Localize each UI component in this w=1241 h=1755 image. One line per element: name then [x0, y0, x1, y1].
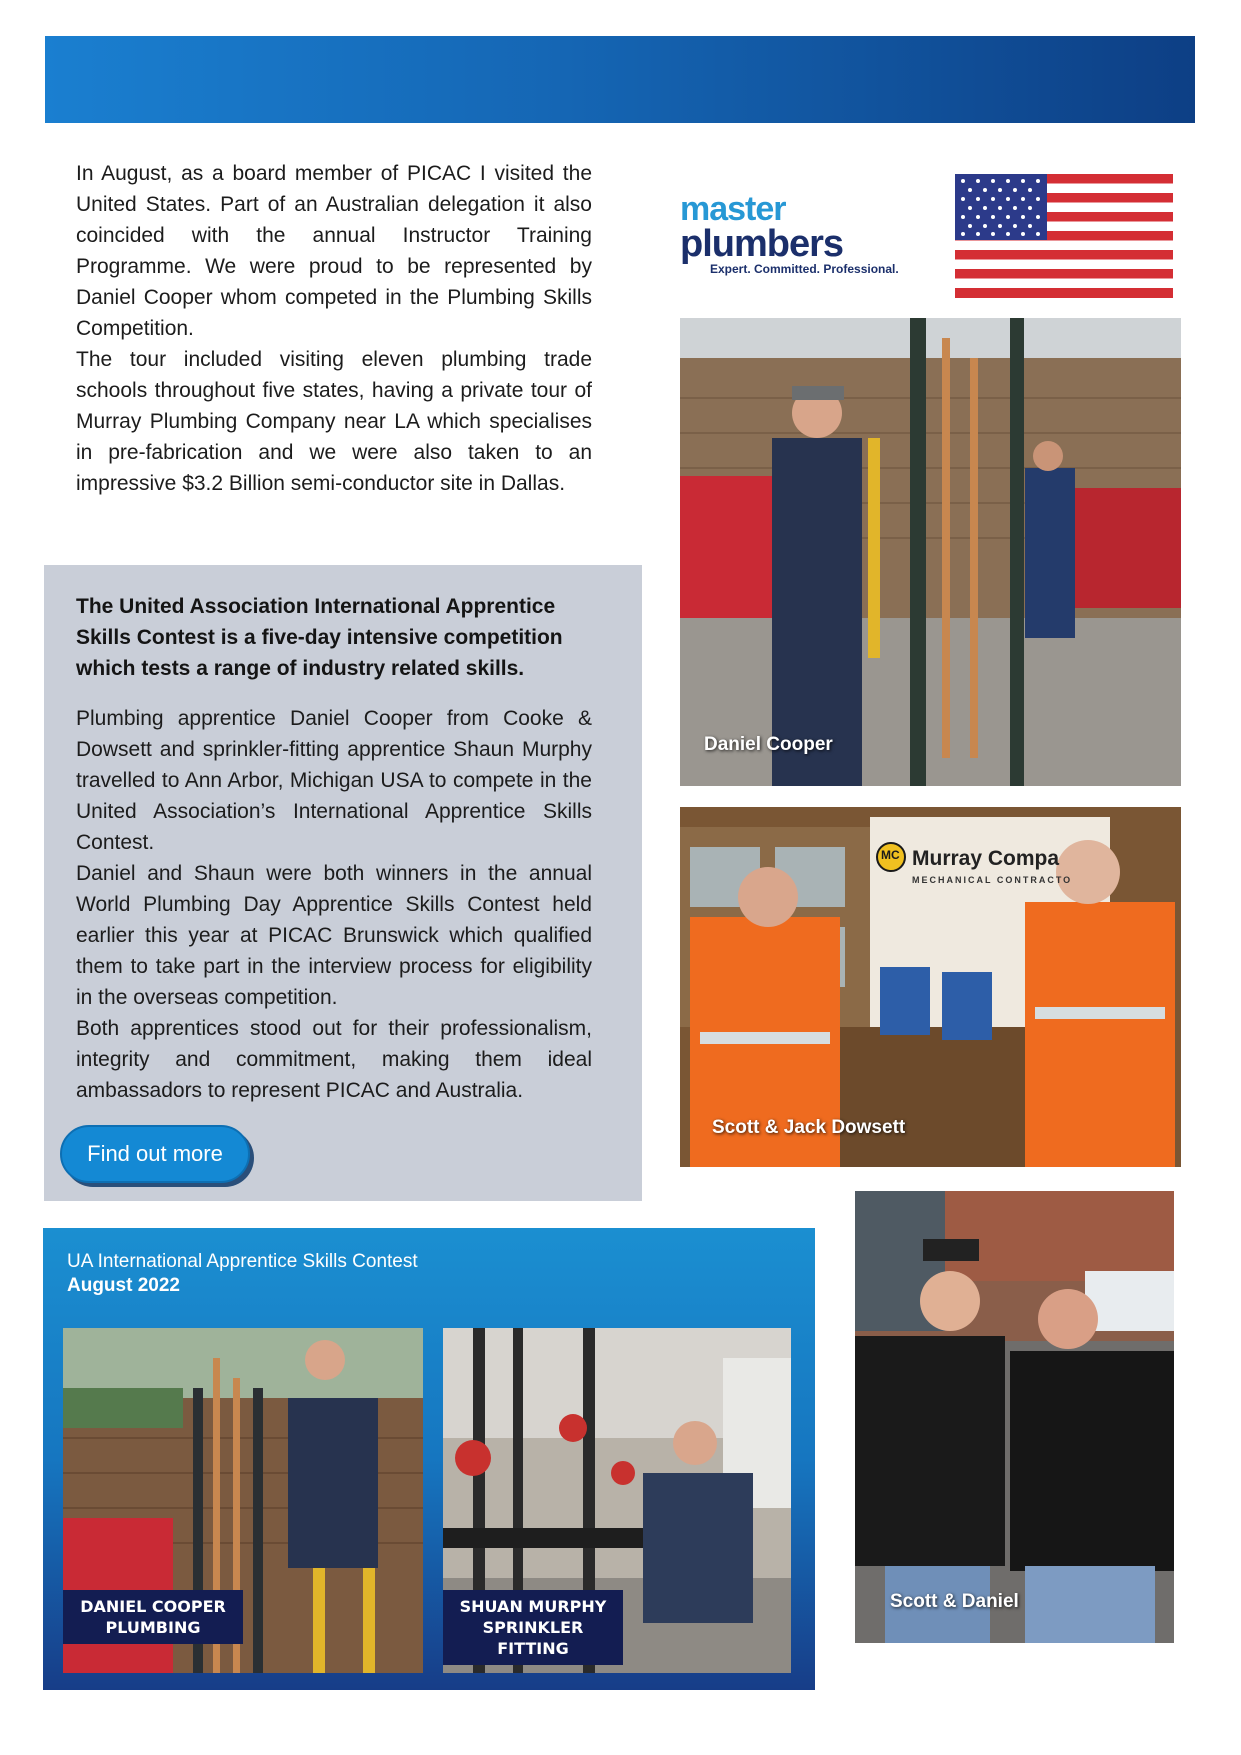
ua-title: UA International Apprentice Skills Contest [67, 1251, 418, 1272]
ua-photo-shaun [443, 1328, 791, 1673]
caption-scott-daniel: Scott & Daniel [890, 1591, 1019, 1612]
intro-paragraph-1: In August, as a board member of PICAC I visited the United States. Part of an Australian delegation it also coincided with the annual Instructor Training Programme. We were proud to be represented by Daniel Cooper whom competed in the Plumbing Skills Competition. [76, 162, 592, 340]
contest-paragraph-1: Plumbing apprentice Daniel Cooper from Cooke & Dowsett and sprinkler-fitting apprentice Shaun Murphy travelled to Ann Arbor, Michigan USA to compete in the United Association’s International Apprentice Skills Contest. [76, 707, 592, 854]
caption-scott-jack-dowsett: Scott & Jack Dowsett [712, 1117, 906, 1138]
photo-daniel-cooper [680, 318, 1181, 786]
ua-subtitle: August 2022 [67, 1275, 180, 1296]
contest-paragraph-3: Both apprentices stood out for their professionalism, integrity and commitment, making them ideal ambassadors to represent PICAC and Australia. [76, 1017, 592, 1102]
intro-text [76, 158, 592, 499]
sign-murray: Murray Compa [912, 847, 1060, 870]
find-out-more-button[interactable]: Find out more [60, 1125, 250, 1183]
contest-box [44, 565, 642, 1201]
photo-scott-jack-dowsett [680, 807, 1181, 1167]
ua-photo-daniel [63, 1328, 423, 1673]
sign-subtitle: MECHANICAL CONTRACTO [912, 875, 1073, 885]
logo-line-2: plumbers [680, 223, 844, 265]
ua-tag-daniel-line-1: DANIEL COOPER [80, 1597, 226, 1616]
sign-mc: MC [881, 848, 900, 862]
us-flag-image [955, 174, 1173, 298]
logo-line-1: master [680, 190, 786, 228]
contest-paragraph-2: Daniel and Shaun were both winners in the annual World Plumbing Day Apprentice Skills Contest held earlier this year at PICAC Brunswick which qualified them to take part in the interview process for eligibility in the overseas competition. [76, 862, 592, 1009]
ua-tag-shaun [443, 1590, 623, 1665]
ua-tag-daniel [63, 1590, 243, 1644]
intro-paragraph-2: The tour included visiting eleven plumbing trade schools throughout five states, having a private tour of Murray Plumbing Company near LA which specialises in pre-fabrication and we were also taken to an impressive $3.2 Billion semi-conductor site in Dallas. [76, 348, 592, 495]
ua-tag-daniel-line-2: PLUMBING [105, 1618, 201, 1637]
ua-tag-shaun-line-1: SHUAN MURPHY [459, 1597, 607, 1616]
ua-contest-panel [43, 1228, 815, 1690]
header-banner [45, 36, 1195, 123]
ua-title-block [67, 1250, 418, 1298]
ua-tag-shaun-line-2: SPRINKLER FITTING [482, 1618, 584, 1658]
photo-scott-daniel [855, 1191, 1174, 1643]
caption-daniel-cooper: Daniel Cooper [704, 734, 833, 755]
logo-tagline: Expert. Committed. Professional. [710, 262, 899, 276]
contest-lead: The United Association International Apprentice Skills Contest is a five-day intensive competition which tests a range of industry related skills. [76, 595, 563, 680]
contest-body [76, 703, 592, 1106]
master-plumbers-logo [680, 192, 920, 287]
